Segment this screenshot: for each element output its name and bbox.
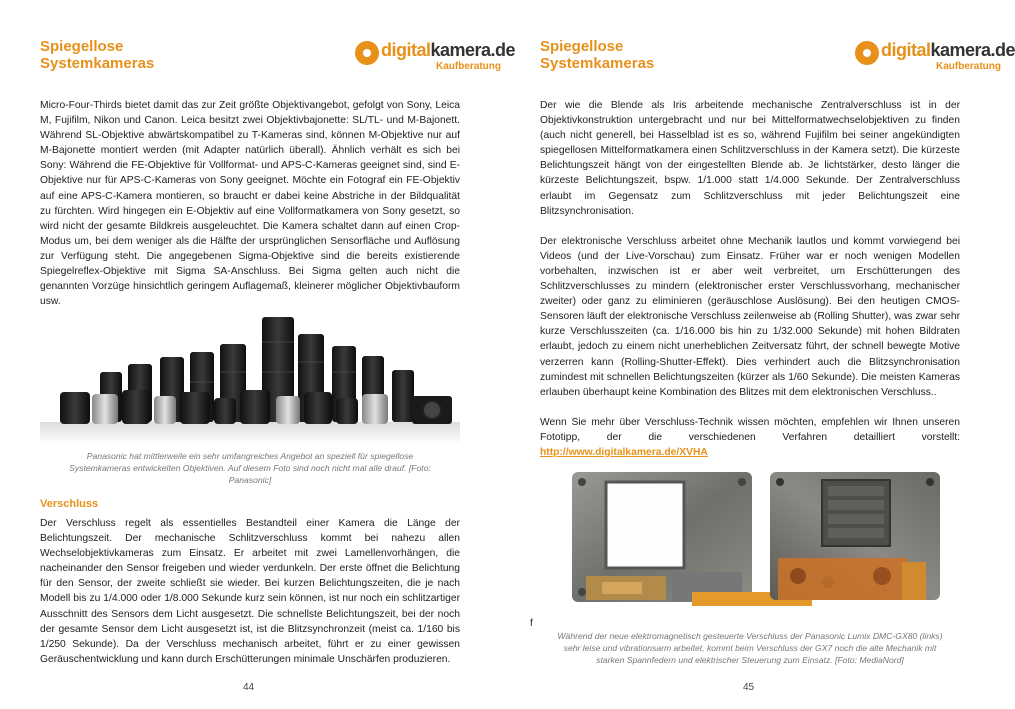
logo-subtitle: Kaufberatung [936, 61, 1001, 72]
paragraph: Der wie die Blende als Iris arbeitende mechanische Zentralverschluss ist in der Objektivkonstruktion untergebracht und nur bei Mittelformatwechselobjektiven zu finden (auch nicht generell, bei Hasselblad ist es so, während Fujifilm bei seiner angekündigten spiegellosen Mittelformatkamera einen Schlitzverschluss in der Kamera setzt). Die kürzeste Belichtungszeit hängt von der eingestellten Blende ab. Je lichtstärker, desto länger die kürzeste Belichtungszeit, bspw. 1/1.000 statt 1/4.000 Sekunde. Der Zentralverschluss erlaubt im Gegensatz zum Schlitzverschluss mit jeder Belichtungszeit eine Blitzsynchronisation. [540, 100, 960, 217]
logo-word-kamera: kamera.de [430, 40, 516, 60]
lens-lineup-photo [40, 312, 460, 444]
section-title: Spiegellose Systemkameras [40, 38, 155, 72]
body-text-top [40, 98, 460, 324]
photo-caption: Während der neue elektromagnetisch gesteuerte Verschluss der Panasonic Lumix DMC-GX80 (links) sehr leise und vibrationsarm arbeitet, kommt beim Verschluss der GX7 noch die alte Mechanik mit starken Spannfedern und elektrischer Steuerung zum Einsatz. [Foto: MediaNord] [557, 631, 943, 665]
page-45 [500, 0, 1015, 709]
shutter-comparison-photo [542, 472, 957, 622]
body-text-bottom [40, 516, 460, 682]
paragraph-link [540, 415, 960, 460]
logo-aperture-icon [355, 41, 379, 65]
logo-aperture-icon [855, 41, 879, 65]
page-number: 45 [743, 682, 755, 693]
page-number: 44 [243, 682, 255, 693]
paragraph: Micro-Four-Thirds bietet damit das zur Zeit größte Objektivangebot, gefolgt von Sony, Leica M, Fujifilm, Nikon und Canon. Leica besitzt zwei Objektivbajonette: SL/TL- und M-Bajonett. Während SL-Objektive abwärtskompatibel zu T-Kameras sind, können M-Objektive nur auf M-Bajonette montiert werden (mit Adapter natürlich überall). Ähnlich verhält es sich bei Sony: Während die FE-Objektive für Vollformat- und APS-C-Kameras geeignet sind, sind E-Objektive nur für APS-C-Kameras von Sony geeignet. Möchte ein Fotograf ein FE-Objektiv auf eine APS-C-Kamera montieren, so braucht er dabei keine Abstriche in der Bildqualität zu fürchten. Wird hingegen ein E-Objektiv auf eine Vollformatkamera von Sony gesetzt, so wird nicht der gesamte Bildkreis ausgeleuchtet. Die Kamera schaltet dann auf einen Crop-Modus um, bei dem weniger als die Hälfte der ursprünglichen Sensorfläche und Auflösung zur Verfügung steht. Die angegebenen Sigma-Objektive sind die bereits existierende Spiegelreflex-Objektive mit Sigma SA-Anschluss. Bei Sigma gelten auch nicht die genannten Vorzüge hinsichtlich geringem Auflagemaß, kleinerer möglicher Objektivbauform usw. [40, 100, 460, 308]
subheading-verschluss: Verschluss [40, 498, 99, 510]
logo-subtitle: Kaufberatung [436, 61, 501, 72]
paragraph: Der Verschluss regelt als essentielles Bestandteil einer Kamera die Länge der Belichtungszeit. Der mechanische Schlitzverschluss kommt bei nahezu allen Wechselobjektivkameras zum Einsatz. Er arbeitet mit zwei Lamellenvorhängen, die nacheinander den Sensor freigeben und wieder verdunkeln. Der erste öffnet die Belichtung für den Sensor, der zweite schließt sie wieder. Bei kurzen Belichtungszeiten, die je nach Modell bis zu 1/4.000 oder 1/8.000 Sekunde kurz sein können, ist nur noch ein schlitzartiger Ausschnitt des Sensors dem Licht ausgesetzt. Die schnellste Belichtungszeit, bei der noch der gesamte Sensor dem Licht ausgesetzt ist, ist die Blitzsynchronzeit (meist ca. 1/160 bis 1/250 Sekunde). Da der Verschluss mechanisch arbeitet, führt er zu einer gewissen Geräuschentwicklung und kann durch Erschütterungen minimale Unschärfen produzieren. [40, 518, 460, 665]
logo-word-digital: digital [381, 40, 431, 60]
logo-word-digital: digital [881, 40, 931, 60]
fototipp-link[interactable]: http://www.digitalkamera.de/XVHA [540, 446, 708, 458]
stray-character: f [530, 618, 533, 629]
digitalkamera-logo [855, 38, 1015, 76]
body-text [540, 98, 960, 475]
section-title: Spiegellose Systemkameras [540, 38, 655, 72]
paragraph-text: Wenn Sie mehr über Verschluss-Technik wissen möchten, empfehlen wir Ihnen unseren Fototipp, der die verschiedenen Verfahren detailliert vorstellt: [540, 416, 960, 443]
logo-word-kamera: kamera.de [930, 40, 1015, 60]
photo-caption: Panasonic hat mittlerweile ein sehr umfangreiches Angebot an speziell für spiegellose Systemkameras entwickelten Objektiven. Auf diesem Foto sind noch nicht mal alle drauf. [Foto: Panasonic] [69, 451, 431, 485]
paragraph: Der elektronische Verschluss arbeitet ohne Mechanik lautlos und kommt vorwiegend bei Videos (und der Live-Vorschau) zum Einsatz. Früher war er noch wenigen Modellen vorbehalten, inzwischen ist er aber weit verbreitet, um Erschütterungen des Schlitzverschlusses zu mindern (elektronischer erster Verschlussvorhang, mechanischer zweiter) oder ganz zu eliminieren (geräuschlose Auslösung). Bei den heutigen CMOS-Sensoren läuft der elektronische Verschluss zeilenweise ab (Rolling Shutter), was zwar sehr kurze Verschlusszeiten (ca. 1/16.000 bis hin zu 1/32.000 Sekunde) mit hohen Bildraten erlaubt, jedoch zu einem nicht unerheblichen Zeitversatz führt, der schnell bewegte Motive verzerren kann (Rolling-Shutter-Effekt). Dies verhindert auch die Blitzsynchronisation zumindest mit schnellen Belichtungszeiten (kürzer als 1/60 Sekunde). Die meisten Kameras erlauben überhaupt keine Kombination des Blitzes mit dem elektronischen Verschluss.. [540, 235, 960, 398]
digitalkamera-logo [355, 38, 516, 76]
